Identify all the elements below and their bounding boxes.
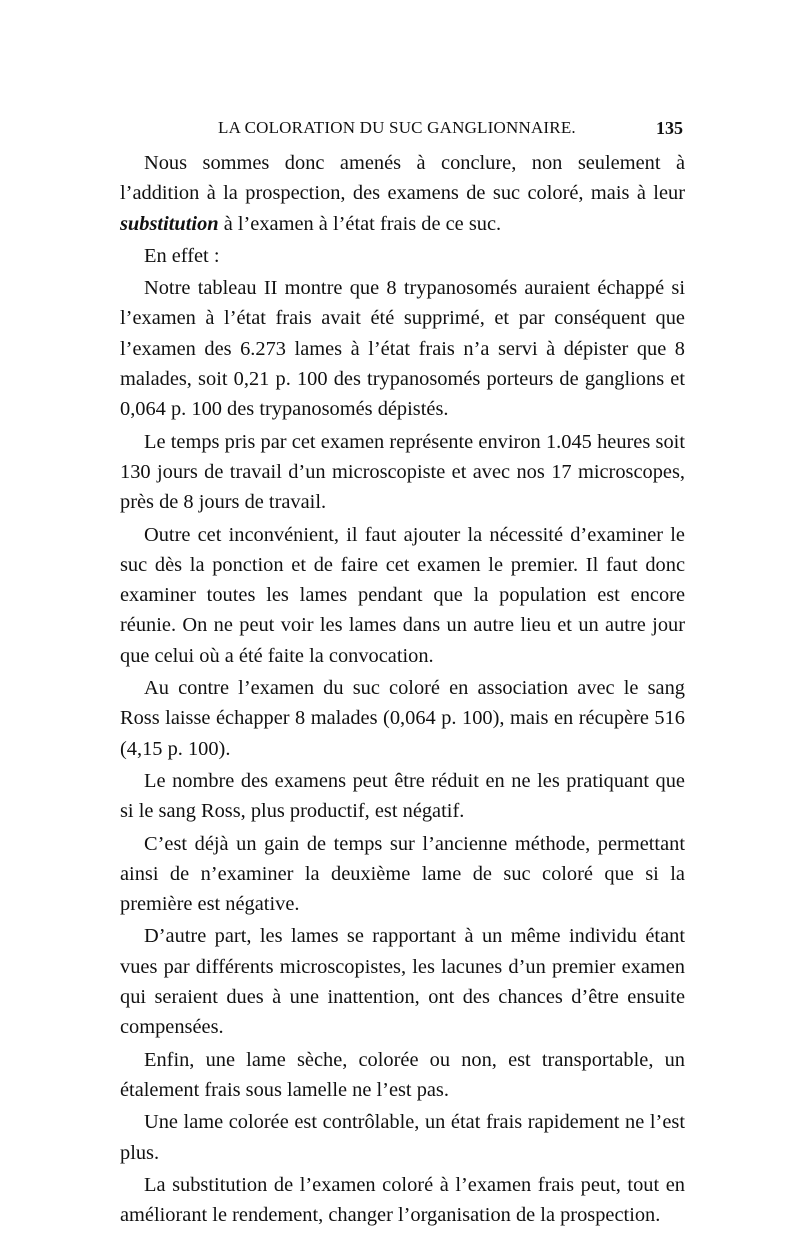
page-number: 135	[656, 118, 683, 138]
paragraph-11: Une lame colorée est contrôlable, un état frais rapidement ne l’est plus.	[120, 1111, 685, 1164]
paragraph-12: La substitution de l’examen coloré à l’examen frais peut, tout en améliorant le rendement, changer l’organisation de la prospection.	[120, 1173, 685, 1227]
paragraph-8: C’est déjà un gain de temps sur l’ancienne méthode, permettant ainsi de n’examiner la deuxième lame de suc coloré que si la première est négative.	[120, 832, 685, 916]
paragraph-4: Le temps pris par cet examen représente environ 1.045 heures soit 130 jours de travail d’un microscopiste et avec nos 17 microscopes, près de 8 jours de travail.	[120, 430, 685, 514]
emphasized-word: substitution	[120, 212, 219, 235]
paragraph-7: Le nombre des examens peut être réduit en ne les pratiquant que si le sang Ross, plus productif, est négatif.	[120, 769, 685, 823]
page-header	[120, 118, 685, 148]
paragraph-1	[120, 148, 685, 239]
paragraph-5: Outre cet inconvénient, il faut ajouter la nécessité d’examiner le suc dès la ponction et de faire cet examen le premier. Il faut donc examiner toutes les lames pendant que la population est encore réunie. On ne peut voir les lames dans un autre lieu et un autre jour que celui où a été faite la convocation.	[120, 523, 685, 667]
paragraph-9: D’autre part, les lames se rapportant à un même individu étant vues par différents microscopistes, les lacunes d’un premier examen qui seraient dues à une inattention, ont des chances d’être ensuite compensées.	[120, 925, 685, 1039]
paragraph-6: Au contre l’examen du suc coloré en association avec le sang Ross laisse échapper 8 malades (0,064 p. 100), mais en récupère 516 (4,15 p. 100).	[120, 677, 685, 760]
paragraph-1-before: Nous sommes donc amenés à conclure, non seulement à l’addition à la prospection, des examens de suc coloré, mais à leur	[120, 152, 685, 205]
page-content	[120, 118, 685, 1227]
body-text	[120, 148, 685, 1230]
paragraph-3: Notre tableau II montre que 8 trypanosomés auraient échappé si l’examen à l’état frais avait été supprimé, et par conséquent que l’examen des 6.273 lames à l’état frais n’a servi à dépister que 8 malades, soit 0,21 p. 100 des trypanosomés porteurs de ganglions et 0,064 p. 100 des trypanosomés dépistés.	[120, 277, 685, 421]
paragraph-10: Enfin, une lame sèche, colorée ou non, est transportable, un étalement frais sous lamelle ne l’est pas.	[120, 1048, 685, 1101]
paragraph-2: En effet :	[144, 244, 220, 267]
running-head: LA COLORATION DU SUC GANGLIONNAIRE.	[218, 118, 576, 137]
paragraph-1-after: à l’examen à l’état frais de ce suc.	[218, 212, 502, 235]
